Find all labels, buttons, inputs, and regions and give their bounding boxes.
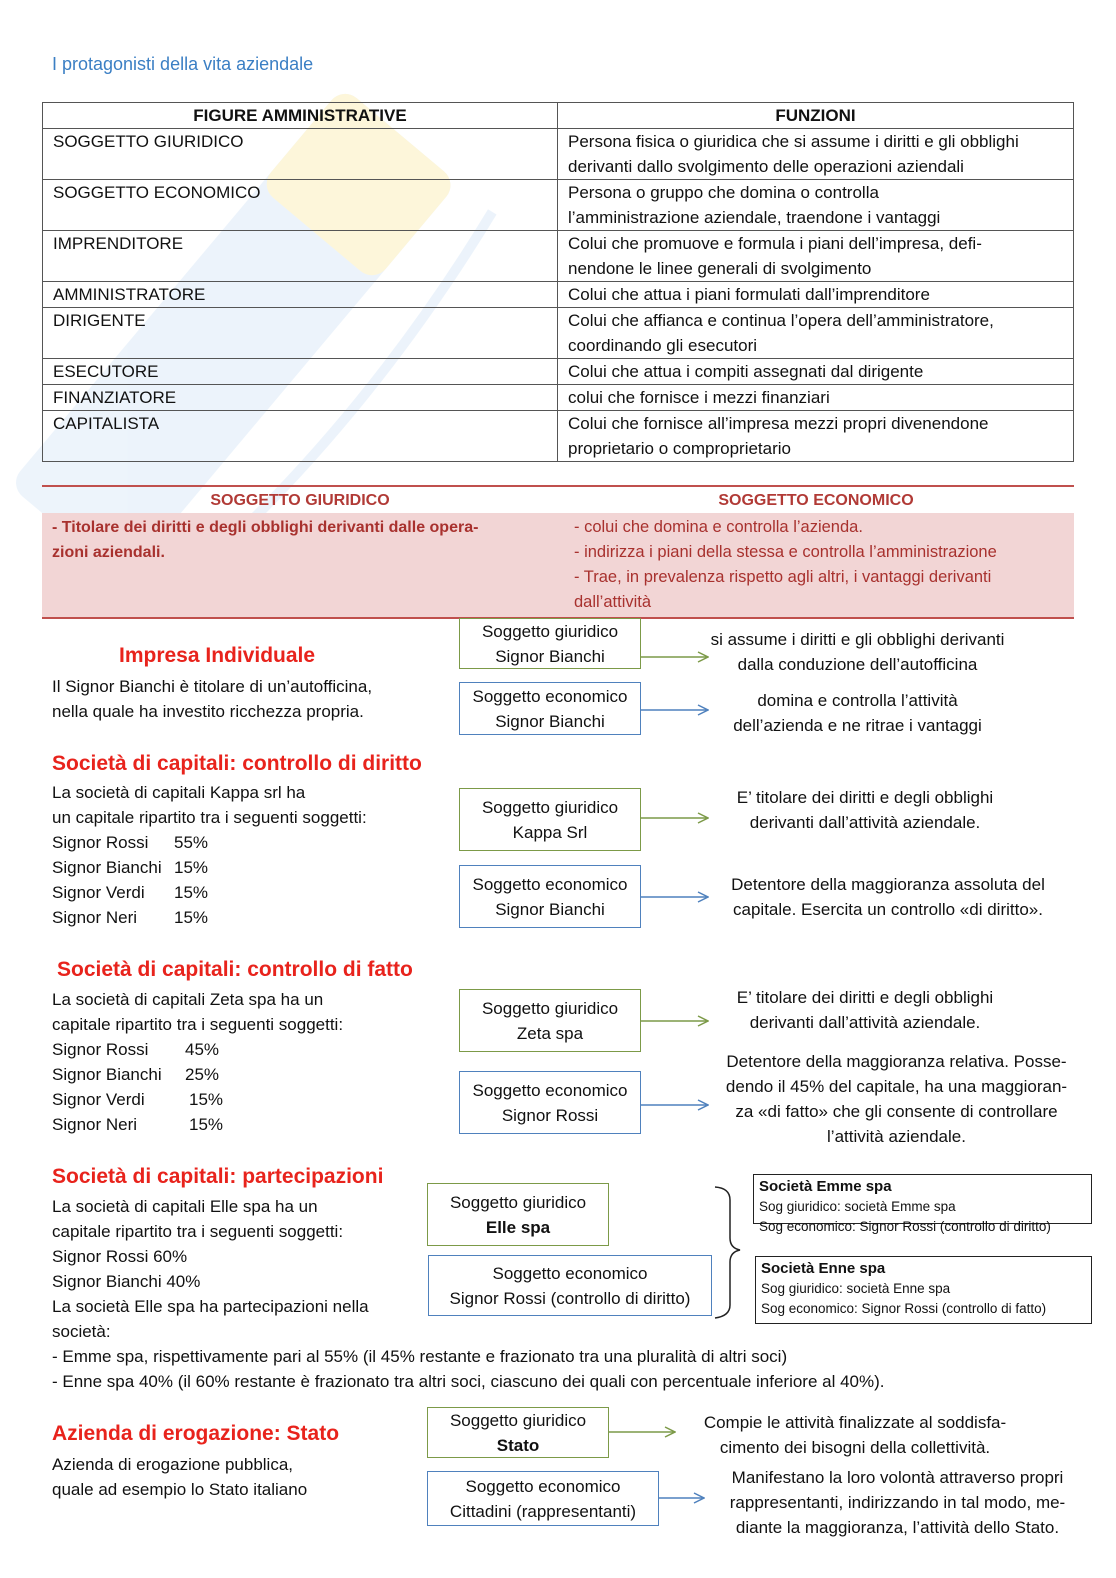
section-title-individuale: Impresa Individuale <box>119 644 316 667</box>
section-text: La società di capitali Zeta spa ha un capitale ripartito tra i seguenti soggetti: Signor Rossi 45% Signor Bianchi 25% Signor Verdi 15% Signor Neri 15% <box>52 990 344 1134</box>
section-text: La società di capitali Kappa srl ha un capitale ripartito tra i seguenti soggetti: Signor Rossi 55% Signor Bianchi 15% Signor Verdi 15% Signor Neri 15% <box>52 783 367 927</box>
emme-spa-box: Società Emme spa Sog giuridico: società Emme spa Sog economico: Signor Rossi (controllo di diritto) <box>753 1174 1092 1224</box>
soggetto-giuridico-box: Soggetto giuridico Elle spa <box>427 1183 609 1246</box>
economico-description: Manifestano la loro volontà attraverso propri rappresentanti, indirizzando in tal modo, me- diante la maggioranza, l’attività dello Stato. <box>729 1468 1066 1537</box>
compare-header-economico: SOGGETTO ECONOMICO <box>718 492 914 509</box>
soggetto-giuridico-box: Soggetto giuridico Kappa Srl <box>459 788 641 851</box>
table-row: SOGGETTO ECONOMICO Persona o gruppo che domina o controlla l’amministrazione aziendale, traendone i vantaggi <box>43 180 1074 231</box>
economico-description: domina e controlla l’attività dell’azienda e ne ritrae i vantaggi <box>733 691 982 735</box>
enne-spa-box: Società Enne spa Sog giuridico: società Enne spa Sog economico: Signor Rossi (controllo di fatto) <box>755 1256 1092 1324</box>
table-row: IMPRENDITORE Colui che promuove e formula i piani dell’impresa, defi- nendone le linee generali di svolgimento <box>43 231 1074 282</box>
table-row: FINANZIATORE colui che fornisce i mezzi finanziari <box>43 385 1074 411</box>
soggetto-economico-box: Soggetto economico Signor Bianchi <box>459 865 641 928</box>
table-header-figure: FIGURE AMMINISTRATIVE <box>43 103 558 129</box>
section-text: Azienda di erogazione pubblica, quale ad esempio lo Stato italiano <box>52 1455 308 1499</box>
giuridico-description: si assume i diritti e gli obblighi derivanti dalla conduzione dell’autofficina <box>710 630 1005 674</box>
table-row: DIRIGENTE Colui che affianca e continua l’opera dell’amministratore, coordinando gli esecutori <box>43 308 1074 359</box>
page-title: I protagonisti della vita aziendale <box>52 54 314 74</box>
giuridico-description: Compie le attività finalizzate al soddisfa- cimento dei bisogni della collettività. <box>703 1413 1007 1457</box>
soggetto-economico-box: Soggetto economico Signor Rossi <box>459 1071 641 1134</box>
giuridico-description: E’ titolare dei diritti e degli obblighi derivanti dall’attività aziendale. <box>736 988 994 1032</box>
section-title-stato: Azienda di erogazione: Stato <box>52 1422 340 1445</box>
section-text: Il Signor Bianchi è titolare di un’autofficina, nella quale ha investito ricchezza propria. <box>52 677 373 721</box>
table-row: ESECUTORE Colui che attua i compiti assegnati dal dirigente <box>43 359 1074 385</box>
soggetto-giuridico-box: Soggetto giuridico Zeta spa <box>459 989 641 1052</box>
compare-economico-text: - colui che domina e controlla l’azienda. - indirizza i piani della stessa e controlla l’amministrazione - Trae, in prevalenza rispetto agli altri, i vantaggi derivanti dall’attività <box>574 518 997 611</box>
soggetto-economico-box: Soggetto economico Signor Bianchi <box>459 682 641 735</box>
section-title-partecipazioni: Società di capitali: partecipazioni <box>52 1165 384 1188</box>
compare-giuridico-text: - Titolare dei diritti e degli obblighi derivanti dalle opera- zioni aziendali. <box>52 519 479 561</box>
table-row: AMMINISTRATORE Colui che attua i piani formulati dall’imprenditore <box>43 282 1074 308</box>
section-text: La società di capitali Elle spa ha un capitale ripartito tra i seguenti soggetti: Signor Rossi 60% Signor Bianchi 40% La società Elle spa ha partecipazioni nella società: - Emme spa, rispettivamente pari al 55% (il 45% restante e frazionato tra una pluralità di altri soci) - Enne spa 40% (il 60% restante è frazionato tra altri soci, ciascuno dei quali con percentuale inferiore al 40%). <box>52 1197 885 1391</box>
section-title-fatto: Società di capitali: controllo di fatto <box>57 958 413 981</box>
economico-description: Detentore della maggioranza relativa. Posse- dendo il 45% del capitale, ha una maggioran- za «di fatto» che gli consente di controllare l’attività aziendale. <box>725 1052 1068 1146</box>
section-title-diritto: Società di capitali: controllo di diritto <box>52 752 422 775</box>
economico-description: Detentore della maggioranza assoluta del capitale. Esercita un controllo «di diritto». <box>731 875 1045 919</box>
table-row: SOGGETTO GIURIDICO Persona fisica o giuridica che si assume i diritti e gli obblighi derivanti dallo svolgimento delle operazioni aziendali <box>43 129 1074 180</box>
table-header-function: FUNZIONI <box>558 103 1074 129</box>
compare-header-giuridico: SOGGETTO GIURIDICO <box>210 492 390 509</box>
soggetto-giuridico-box: Soggetto giuridico Signor Bianchi <box>459 618 641 669</box>
giuridico-description: E’ titolare dei diritti e degli obblighi derivanti dall’attività aziendale. <box>736 788 994 832</box>
table-row: CAPITALISTA Colui che fornisce all’impresa mezzi propri divenendone proprietario o comproprietario <box>43 411 1074 462</box>
soggetto-economico-box: Soggetto economico Signor Rossi (controllo di diritto) <box>428 1255 712 1316</box>
soggetto-giuridico-box: Soggetto giuridico Stato <box>427 1407 609 1458</box>
soggetto-economico-box: Soggetto economico Cittadini (rappresentanti) <box>427 1471 659 1526</box>
